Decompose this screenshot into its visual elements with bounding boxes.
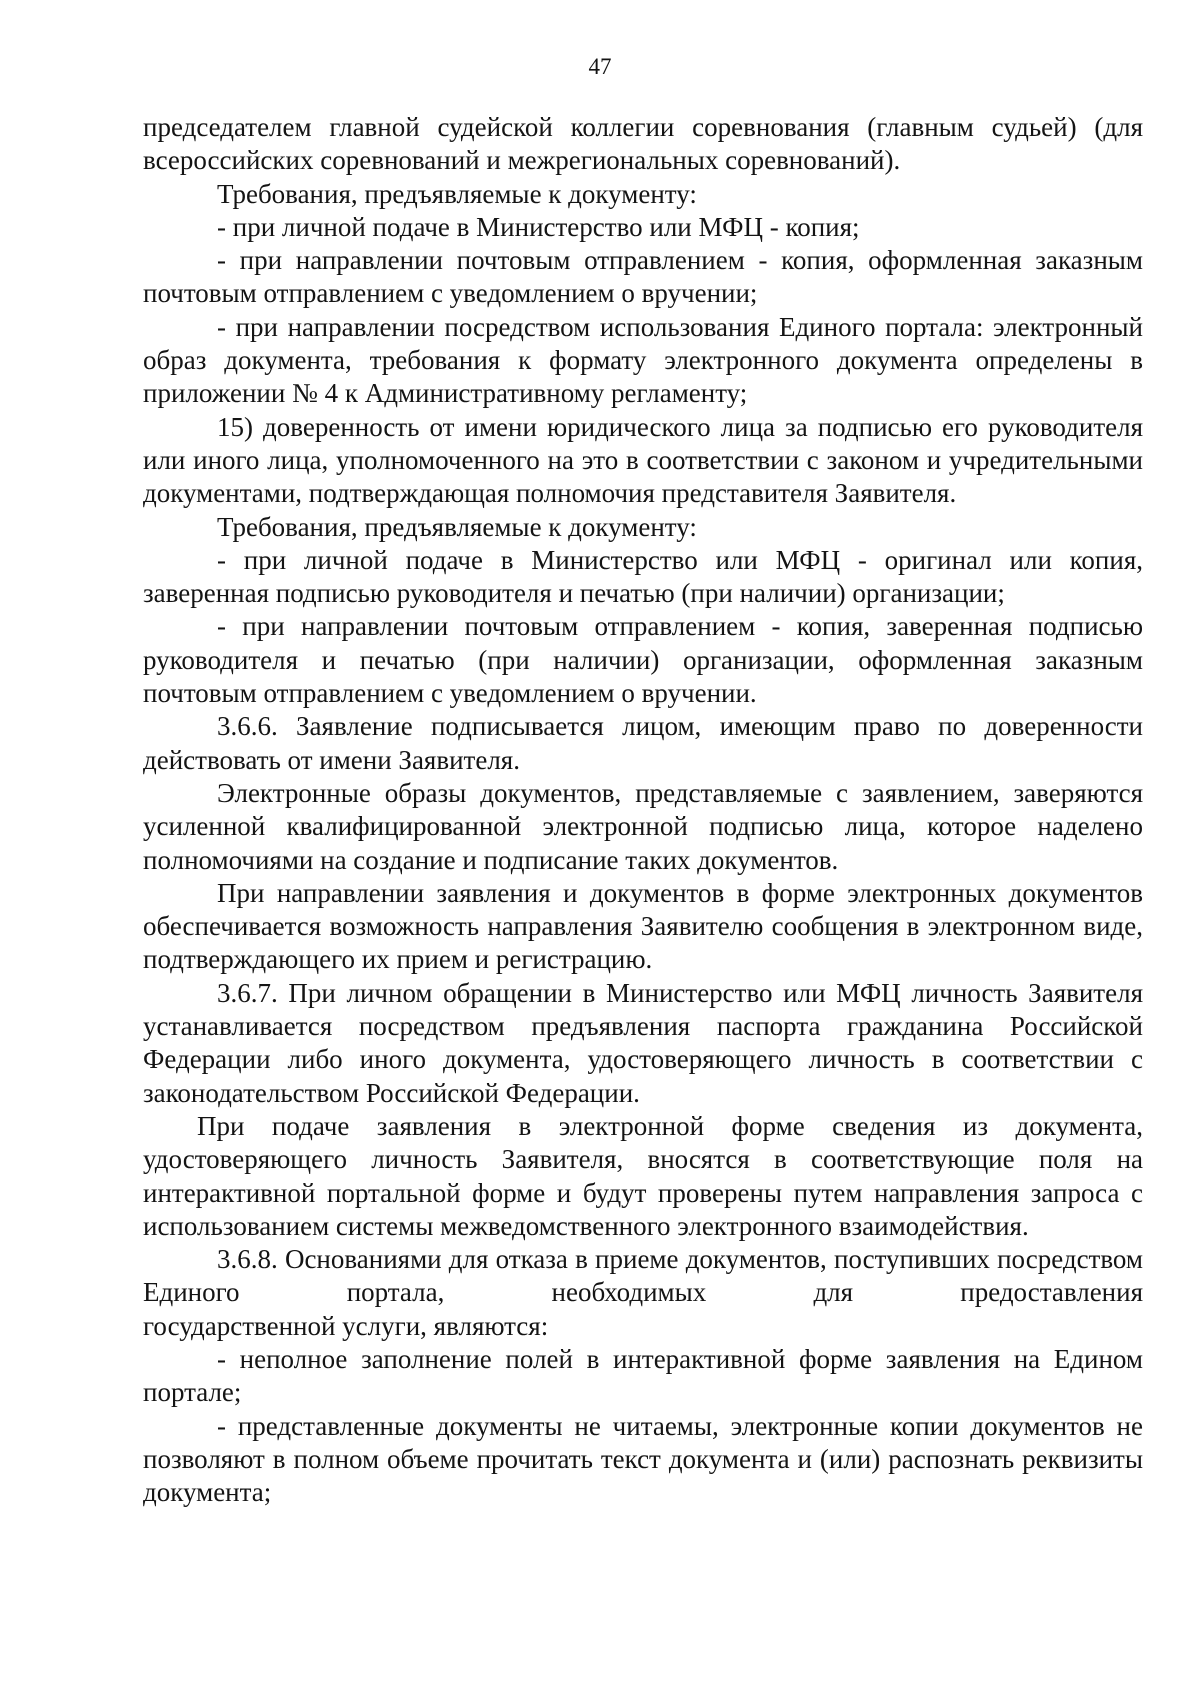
paragraph-section-3-6-8-part1: 3.6.8. Основаниями для отказа в приеме документов, поступивших посредством Единого портала, необходимых для предоставления [143,1244,1143,1308]
paragraph-requirements-heading: Требования, предъявляемые к документу: [217,178,697,209]
paragraph-list-item: - при направлении почтовым отправлением - копия, оформленная заказным почтовым отправлением с уведомлением о вручении; [143,245,1143,309]
paragraph-item-15: 15) доверенность от имени юридического лица за подписью его руководителя или иного лица, уполномоченного на это в соответствии с законом и учредительными документами, подтверждающая полномочия представителя Заявителя. [143,411,1143,509]
paragraph-section-3-6-6: 3.6.6. Заявление подписывается лицом, имеющим право по доверенности действовать от имени Заявителя. [143,711,1143,775]
paragraph-requirements-heading: Требования, предъявляемые к документу: [217,511,697,542]
paragraph-section-3-6-7: 3.6.7. При личном обращении в Министерство или МФЦ личность Заявителя устанавливается посредством предъявления паспорта гражданина Российской Федерации либо иного документа, удостоверяющего личность в соответствии с законодательством Российской Федерации. [143,977,1143,1108]
paragraph-list-item: - при личной подаче в Министерство или МФЦ - копия; [217,211,860,242]
document-body [143,111,1143,1509]
paragraph-electronic-submission: При направлении заявления и документов в форме электронных документов обеспечивается возможность направления Заявителю сообщения в электронном виде, подтверждающего их прием и регистрацию. [143,877,1143,975]
paragraph-electronic-images: Электронные образы документов, представляемые с заявлением, заверяются усиленной квалифицированной электронной подписью лица, которое наделено полномочиями на создание и подписание таких документов. [143,777,1143,875]
paragraph-list-item: - при личной подаче в Министерство или МФЦ - оригинал или копия, заверенная подписью руководителя и печатью (при наличии) организации; [143,544,1143,609]
paragraph-continuation: председателем главной судейской коллегии соревнования (главным судьей) (для всероссийских соревнований и межрегиональных соревнований). [143,112,1143,176]
paragraph-list-item: - при направлении почтовым отправлением - копия, заверенная подписью руководителя и печатью (при наличии) организации, оформленная заказным почтовым отправлением с уведомлением о вручении. [143,611,1143,709]
page-number: 47 [588,54,612,79]
paragraph-list-item: - представленные документы не читаемы, электронные копии документов не позволяют в полном объеме прочитать текст документа и (или) распознать реквизиты документа; [143,1410,1143,1508]
paragraph-list-item: - неполное заполнение полей в интерактивной форме заявления на Едином портале; [143,1343,1143,1408]
paragraph-section-3-6-8-part2: государственной услуги, являются: [143,1310,549,1341]
paragraph-list-item: - при направлении посредством использования Единого портала: электронный образ документа, требования к формату электронного документа определены в приложении № 4 к Административному регламенту; [143,311,1143,409]
paragraph-electronic-form: При подаче заявления в электронной форме сведения из документа, удостоверяющего личность Заявителя, вносятся в соответствующие поля на интерактивной портальной форме и будут проверены путем направления запроса с использованием системы межведомственного электронного взаимодействия. [143,1110,1143,1241]
